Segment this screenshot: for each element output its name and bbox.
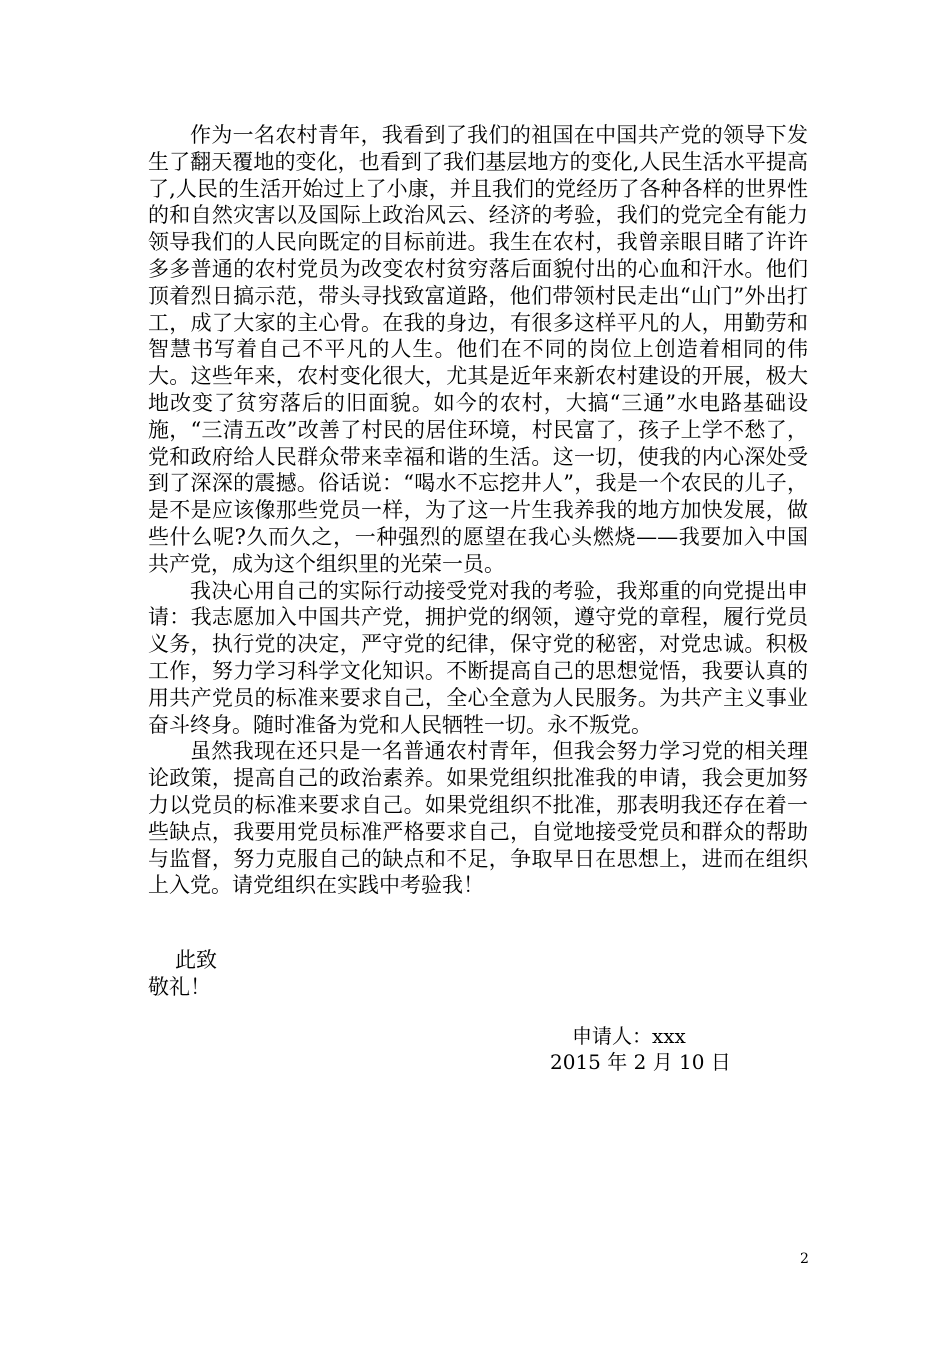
letter-body	[148, 122, 808, 899]
closing-regards: 敬礼！	[148, 975, 211, 999]
page-number: 2	[800, 1251, 809, 1267]
paragraph-3: 虽然我现在还只是一名普通农村青年，但我会努力学习党的相关理论政策，提高自己的政治素养。如果党组织批准我的申请，我会更加努力以党员的标准来要求自己。如果党组织不批准，那表明我还存在着一些缺点，我要用党员标准严格要求自己，自觉地接受党员和群众的帮助与监督，努力克服自己的缺点和不足，争取早日在思想上，进而在组织上入党。请党组织在实践中考验我！	[148, 739, 808, 898]
paragraph-2: 我决心用自己的实际行动接受党对我的考验，我郑重的向党提出申请：我志愿加入中国共产党，拥护党的纲领，遵守党的章程，履行党员义务，执行党的决定，严守党的纪律，保守党的秘密，对党忠诚。积极工作，努力学习科学文化知识。不断提高自己的思想觉悟，我要认真的用共产党员的标准来要求自己，全心全意为人民服务。为共产主义事业奋斗终身。随时准备为党和人民牺牲一切。永不叛党。	[148, 578, 808, 737]
letter-date: 2015 年 2 月 10 日	[550, 1050, 731, 1074]
applicant-signature: 申请人：xxx	[572, 1024, 686, 1048]
closing-salutation: 此致	[175, 948, 217, 972]
paragraph-1: 作为一名农村青年，我看到了我们的祖国在中国共产党的领导下发生了翻天覆地的变化，也看到了我们基层地方的变化,人民生活水平提高了,人民的生活开始过上了小康，并且我们的党经历了各种各样的世界性的和自然灾害以及国际上政治风云、经济的考验，我们的党完全有能力领导我们的人民向既定的目标前进。我生在农村，我曾亲眼目睹了许许多多普通的农村党员为改变农村贫穷落后面貌付出的心血和汗水。他们顶着烈日搞示范，带头寻找致富道路，他们带领村民走出“山门”外出打工，成了大家的主心骨。在我的身边，有很多这样平凡的人，用勤劳和智慧书写着自己不平凡的人生。他们在不同的岗位上创造着相同的伟大。这些年来，农村变化很大，尤其是近年来新农村建设的开展，极大地改变了贫穷落后的旧面貌。如今的农村，大搞“三通”水电路基础设施，“三清五改”改善了村民的居住环境，村民富了，孩子上学不愁了，党和政府给人民群众带来幸福和谐的生活。这一切，使我的内心深处受到了深深的震撼。俗话说：“喝水不忘挖井人”，我是一个农民的儿子，是不是应该像那些党员一样，为了这一片生我养我的地方加快发展，做些什么呢?久而久之，一种强烈的愿望在我心头燃烧——我要加入中国共产党，成为这个组织里的光荣一员。	[148, 123, 808, 576]
